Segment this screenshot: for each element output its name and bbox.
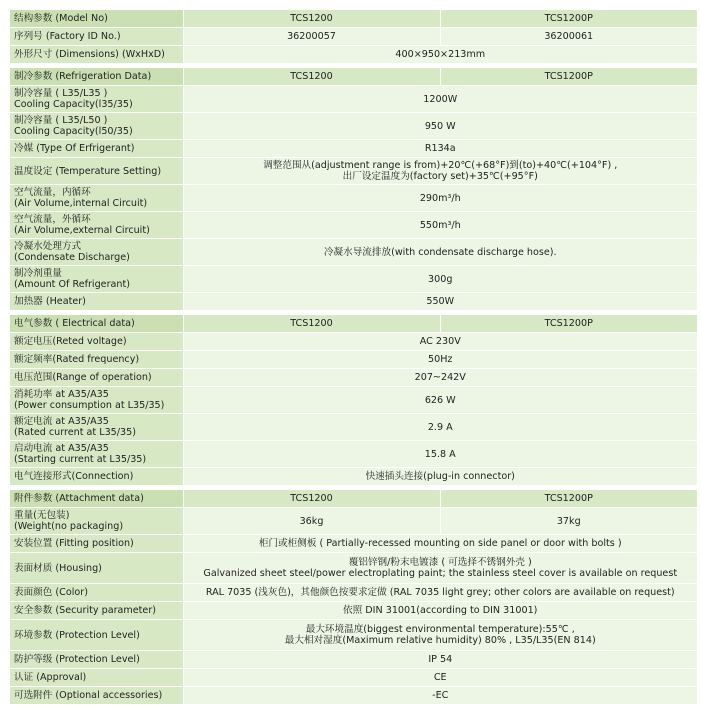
spec-value: 550W [183,293,697,311]
spec-value-model-2: 36200061 [440,28,697,46]
spec-row-condensate-discharge [10,239,697,266]
spec-label: 加热器 (Heater) [10,293,183,311]
spec-label: 表面材质 (Housing) [10,553,183,584]
spec-label: 空气流量，内循环 (Air Volume,internal Circuit) [10,185,183,212]
spec-value: 300g [183,266,697,293]
spec-label: 重量(无包装) (Weight(no packaging) [10,508,183,535]
spec-value: 调整范围从(adjustment range is from)+20℃(+68°F)到(to)+40℃(+104°F) , 出厂设定温度为(factory set)+35℃(+95°F) [183,158,697,185]
section-header-electrical [10,315,697,333]
spec-label: 环境参数 (Protection Level) [10,620,183,651]
spec-row-temperature-setting [10,158,697,185]
spec-value: 快速插头连接(plug-in connector) [183,468,697,486]
spec-row-starting-current [10,441,697,468]
spec-value: 冷凝水导流排放(with condensate discharge hose). [183,239,697,266]
spec-row-power-consumption [10,387,697,414]
spec-value-model-1: 36200057 [183,28,440,46]
spec-label: 制冷剂重量 (Amount Of Refrigerant) [10,266,183,293]
model-column-1: TCS1200 [183,315,440,333]
spec-label: 电气连接形式(Connection) [10,468,183,486]
spec-value: 550m³/h [183,212,697,239]
spec-row-voltage-range [10,369,697,387]
model-column-2: TCS1200P [440,68,697,86]
spec-label: 额定频率(Rated frequency) [10,351,183,369]
spec-row-cooling-capacity-50 [10,113,697,140]
model-column-1: TCS1200 [183,10,440,28]
spec-value: 290m³/h [183,185,697,212]
spec-row-cooling-capacity-35 [10,86,697,113]
spec-row-weight [10,508,697,535]
spec-row-dimensions [10,46,697,64]
model-column-2: TCS1200P [440,10,697,28]
spec-label: 可选附件 (Optional accessories) [10,687,183,705]
section-title: 电气参数 ( Electrical data) [10,315,183,333]
spec-label: 额定电流 at A35/A35 (Rated current at L35/35) [10,414,183,441]
spec-row-approval [10,669,697,687]
section-title: 附件参数 (Attachment data) [10,490,183,508]
model-column-2: TCS1200P [440,490,697,508]
model-column-2: TCS1200P [440,315,697,333]
spec-value: 207~242V [183,369,697,387]
spec-row-refrigerant-amount [10,266,697,293]
spec-row-factory-id [10,28,697,46]
spec-label: 空气流量，外循环 (Air Volume,external Circuit) [10,212,183,239]
spec-row-optional-accessories [10,687,697,705]
spec-value-model-2: 37kg [440,508,697,535]
spec-value: 最大环境温度(biggest environmental temperature):55℃ , 最大相对湿度(Maximum relative humidity) 80% , L35/L35(EN 814) [183,620,697,651]
spec-label: 认证 (Approval) [10,669,183,687]
spec-value: R134a [183,140,697,158]
spec-row-protection-level [10,651,697,669]
spec-row-air-volume-internal [10,185,697,212]
spec-value: AC 230V [183,333,697,351]
section-header-structure [10,10,697,28]
spec-label: 额定电压(Reted voltage) [10,333,183,351]
spec-table [10,10,697,705]
spec-label: 外形尺寸 (Dimensions) (WxHxD) [10,46,183,64]
model-column-1: TCS1200 [183,490,440,508]
spec-value: 覆铝锌钢/粉末电镀漆 ( 可选择不锈钢外壳 ) Galvanized sheet steel/power electroplating paint; the stainless steel cover is available on request [183,553,697,584]
spec-label: 启动电流 at A35/A35 (Starting current at L35/35) [10,441,183,468]
spec-row-rated-frequency [10,351,697,369]
spec-value: 950 W [183,113,697,140]
spec-value: 400×950×213mm [183,46,697,64]
spec-label: 消耗功率 at A35/A35 (Power consumption at L35/35) [10,387,183,414]
spec-label: 防护等级 (Protection Level) [10,651,183,669]
spec-label: 序列号 (Factory ID No.) [10,28,183,46]
spec-row-color [10,584,697,602]
spec-row-fitting-position [10,535,697,553]
spec-value: RAL 7035 (浅灰色)，其他颜色按要求定做 (RAL 7035 light grey; other colors are available on request) [183,584,697,602]
spec-row-security [10,602,697,620]
spec-sheet [10,10,697,705]
spec-value: -EC [183,687,697,705]
spec-label: 制冷容量 ( L35/L50 ) Cooling Capacity(l50/35) [10,113,183,140]
spec-value: 1200W [183,86,697,113]
spec-row-environment [10,620,697,651]
section-header-refrigeration [10,68,697,86]
spec-label: 电压范围(Range of operation) [10,369,183,387]
spec-value-model-1: 36kg [183,508,440,535]
model-column-1: TCS1200 [183,68,440,86]
spec-value: 柜门或柜侧板 ( Partially-recessed mounting on side panel or door with bolts ) [183,535,697,553]
spec-value: CE [183,669,697,687]
section-header-attachment [10,490,697,508]
spec-row-rated-current [10,414,697,441]
spec-value: 2.9 A [183,414,697,441]
spec-label: 冷媒 (Type Of Erfrigerant) [10,140,183,158]
spec-row-rated-voltage [10,333,697,351]
spec-value: 依照 DIN 31001(according to DIN 31001) [183,602,697,620]
spec-row-housing [10,553,697,584]
spec-label: 温度设定 (Temperature Setting) [10,158,183,185]
spec-row-refrigerant-type [10,140,697,158]
spec-row-heater [10,293,697,311]
section-title: 制冷参数 (Refrigeration Data) [10,68,183,86]
section-title: 结构参数 (Model No) [10,10,183,28]
spec-value: 15.8 A [183,441,697,468]
spec-label: 制冷容量 ( L35/L35 ) Cooling Capacity(l35/35) [10,86,183,113]
spec-label: 表面颜色 (Color) [10,584,183,602]
spec-value: 50Hz [183,351,697,369]
spec-row-air-volume-external [10,212,697,239]
spec-label: 安装位置 (Fitting position) [10,535,183,553]
spec-label: 安全参数 (Security parameter) [10,602,183,620]
spec-row-connection [10,468,697,486]
spec-label: 冷凝水处理方式 (Condensate Discharge) [10,239,183,266]
spec-value: 626 W [183,387,697,414]
spec-value: IP 54 [183,651,697,669]
